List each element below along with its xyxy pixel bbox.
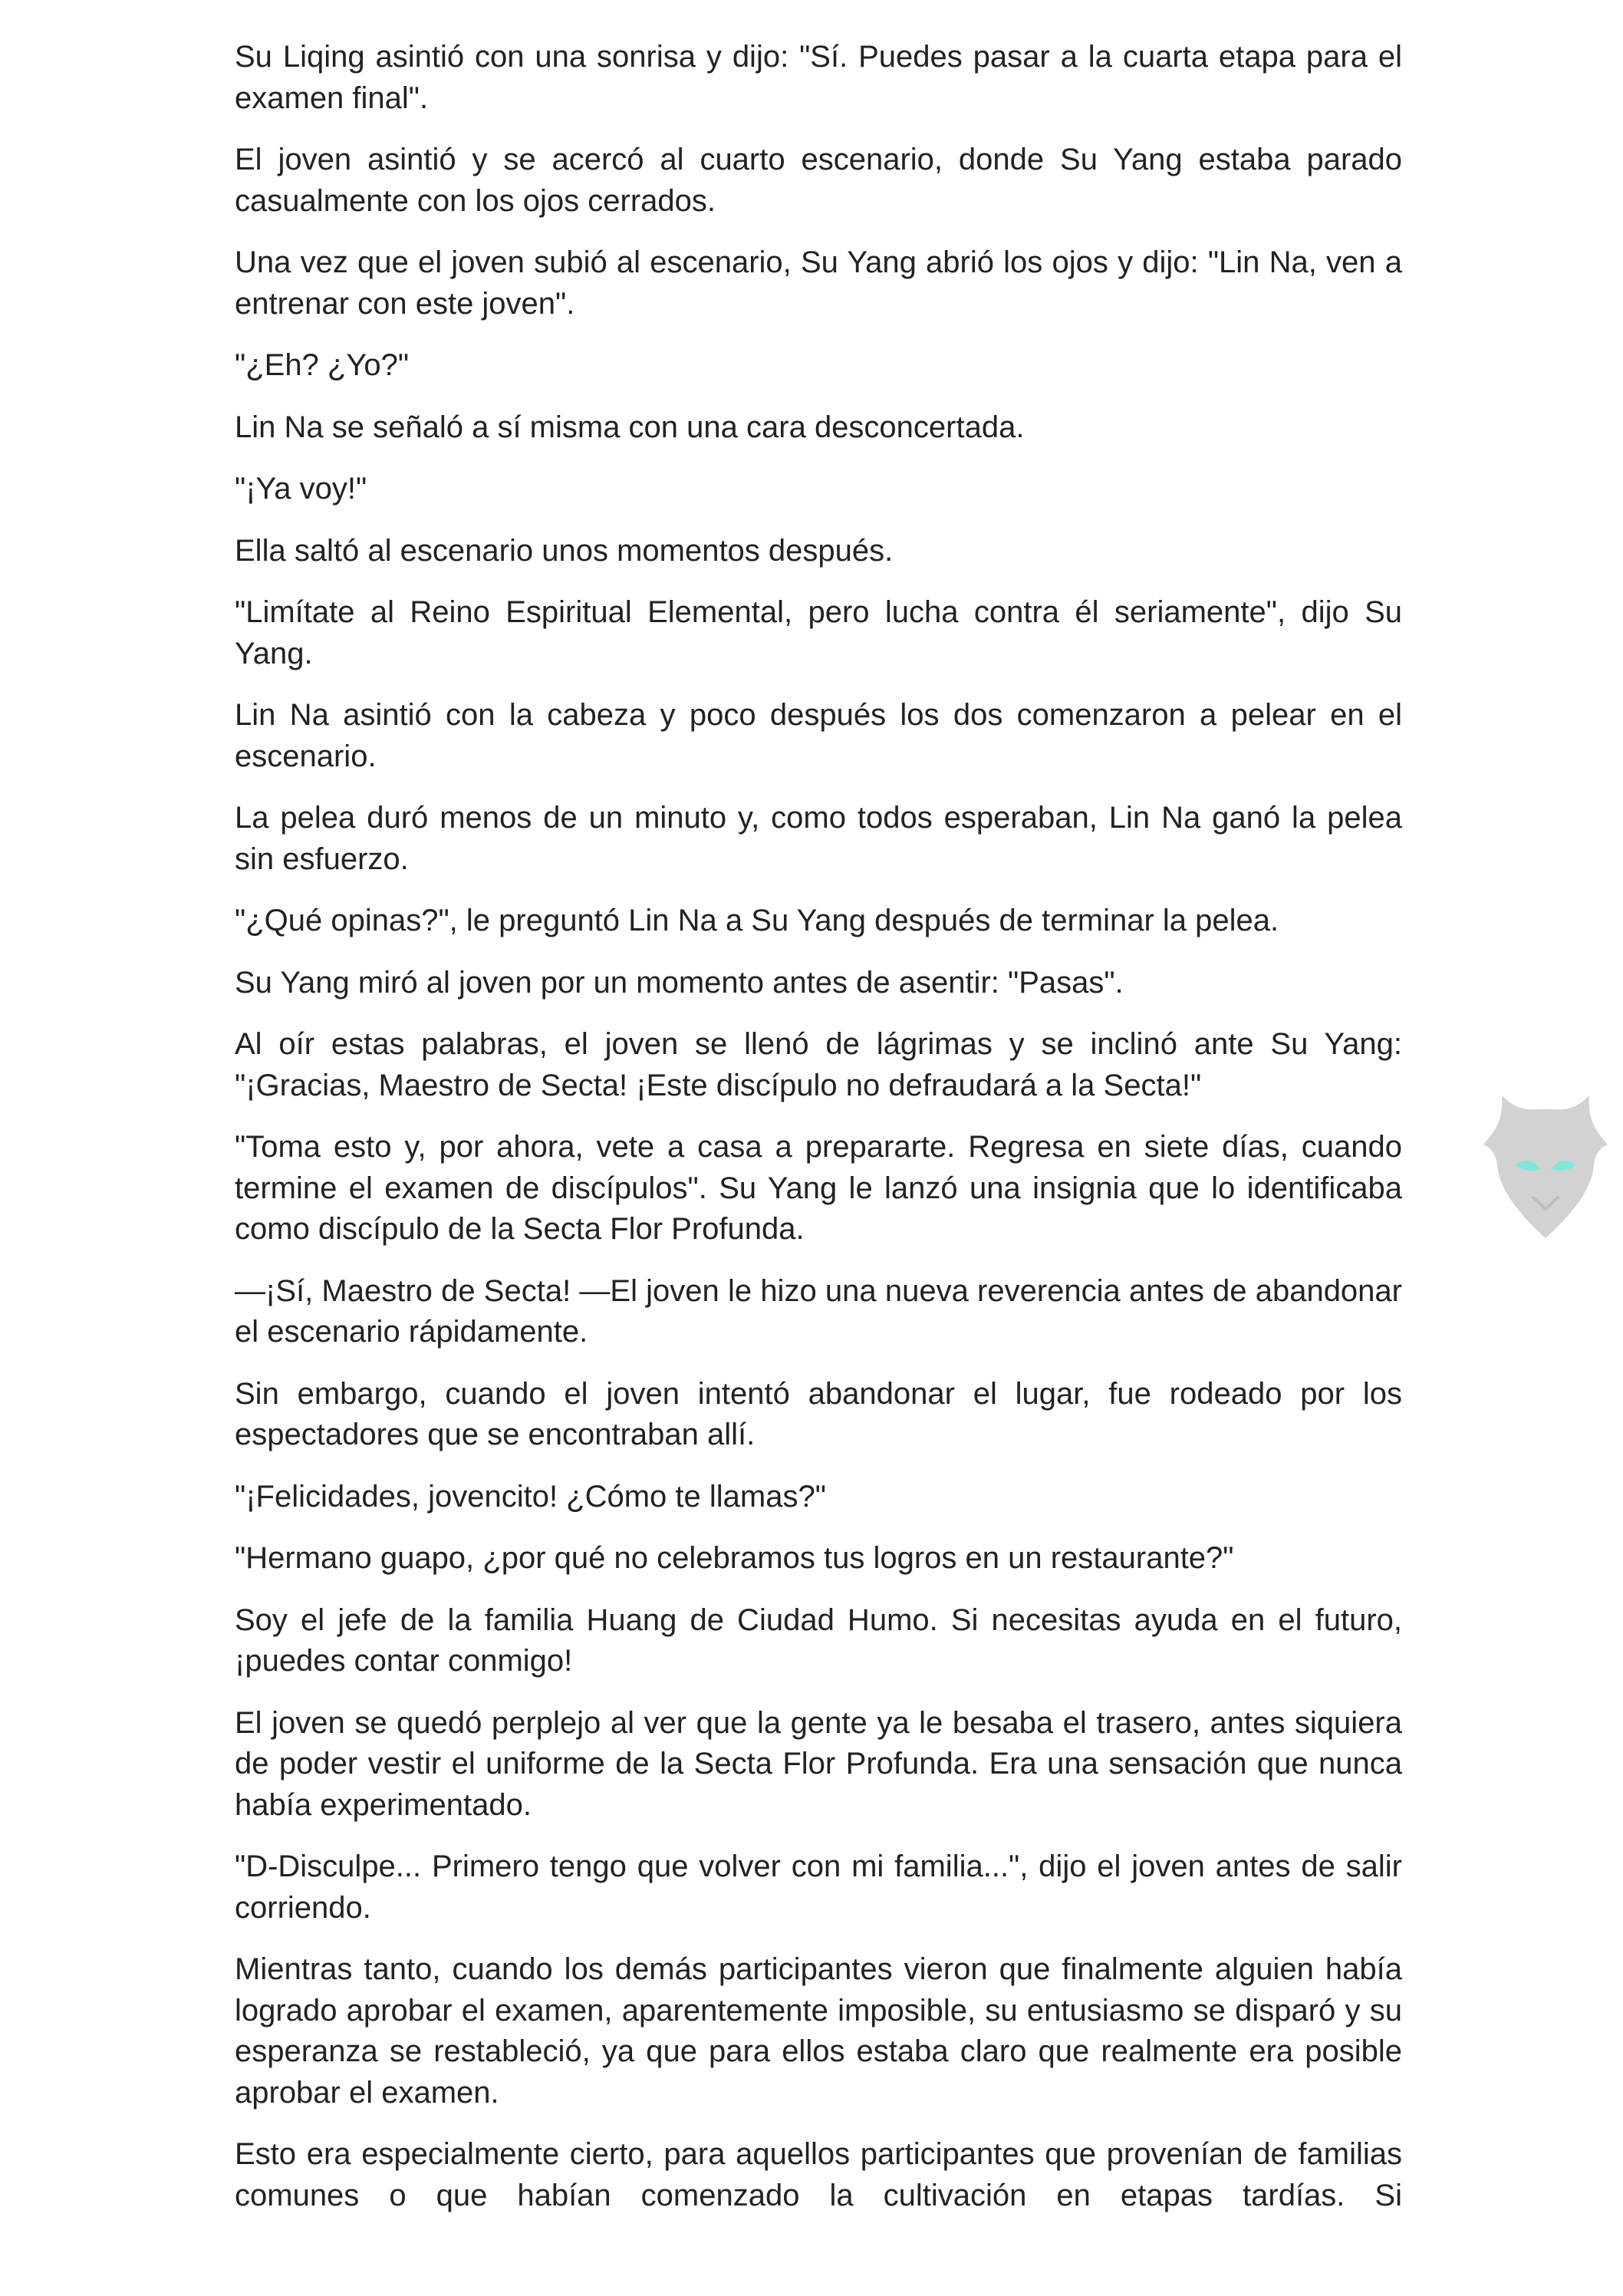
document-body: [235, 37, 1402, 2237]
paragraph-18: "Hermano guapo, ¿por qué no celebramos tus logros en un restaurante?": [235, 1541, 1234, 1575]
paragraph-11: "¿Qué opinas?", le preguntó Lin Na a Su Yang después de terminar la pelea.: [235, 904, 1279, 937]
paragraph-9: Lin Na asintió con la cabeza y poco después los dos comenzaron a pelear en el escenario.: [235, 698, 1402, 773]
paragraph-1: Su Liqing asintió con una sonrisa y dijo: "Sí. Puedes pasar a la cuarta etapa para el examen final".: [235, 40, 1402, 115]
paragraph-13: Al oír estas palabras, el joven se llenó de lágrimas y se inclinó ante Su Yang: "¡Gracias, Maestro de Secta! ¡Este discípulo no defraudará a la Secta!": [235, 1027, 1402, 1102]
paragraph-5: Lin Na se señaló a sí misma con una cara desconcertada.: [235, 410, 1025, 444]
paragraph-21: "D-Disculpe... Primero tengo que volver con mi familia...", dijo el joven antes de salir corriendo.: [235, 1850, 1402, 1925]
paragraph-7: Ella saltó al escenario unos momentos después.: [235, 533, 894, 568]
paragraph-6: "¡Ya voy!": [235, 472, 367, 506]
watermark-logo: [1473, 1074, 1618, 1250]
demon-head-icon: [1473, 1074, 1618, 1250]
paragraph-8: "Limítate al Reino Espiritual Elemental, pero lucha contra él seriamente", dijo Su Yang.: [235, 595, 1402, 670]
paragraph-12: Su Yang miró al joven por un momento antes de asentir: "Pasas".: [235, 965, 1124, 1000]
paragraph-15: —¡Sí, Maestro de Secta! —El joven le hizo una nueva reverencia antes de abandonar el escenario rápidamente.: [235, 1273, 1402, 1349]
paragraph-14: "Toma esto y, por ahora, vete a casa a prepararte. Regresa en siete días, cuando termine el examen de discípulos". Su Yang le lanzó una insignia que lo identificaba como discípulo de la Secta Flor Profunda.: [235, 1130, 1402, 1246]
paragraph-4: "¿Eh? ¿Yo?": [235, 348, 410, 382]
paragraph-2: El joven asintió y se acercó al cuarto escenario, donde Su Yang estaba parado casualmente con los ojos cerrados.: [235, 143, 1402, 218]
paragraph-10: La pelea duró menos de un minuto y, como todos esperaban, Lin Na ganó la pelea sin esfuerzo.: [235, 801, 1402, 876]
paragraph-16: Sin embargo, cuando el joven intentó abandonar el lugar, fue rodeado por los espectadores que se encontraban allí.: [235, 1376, 1402, 1451]
paragraph-3: Una vez que el joven subió al escenario, Su Yang abrió los ojos y dijo: "Lin Na, ven a entrenar con este joven".: [235, 245, 1402, 321]
paragraph-19: Soy el jefe de la familia Huang de Ciudad Humo. Si necesitas ayuda en el futuro, ¡puedes contar conmigo!: [235, 1603, 1402, 1678]
paragraph-20: El joven se quedó perplejo al ver que la gente ya le besaba el trasero, antes siquiera de poder vestir el uniforme de la Secta Flor Profunda. Era una sensación que nunca había experimentado.: [235, 1705, 1402, 1822]
paragraph-22: Mientras tanto, cuando los demás participantes vieron que finalmente alguien había logrado aprobar el examen, aparentemente imposible, su entusiasmo se disparó y su esperanza se restableció, ya que para ellos estaba claro que realmente era posible aprobar el examen.: [235, 1952, 1402, 2110]
paragraph-17: "¡Felicidades, jovencito! ¿Cómo te llamas?": [235, 1479, 826, 1514]
paragraph-23: Esto era especialmente cierto, para aquellos participantes que provenían de familias comunes o que habían comenzado la cultivación en etapas tardías. Si: [235, 2137, 1402, 2212]
